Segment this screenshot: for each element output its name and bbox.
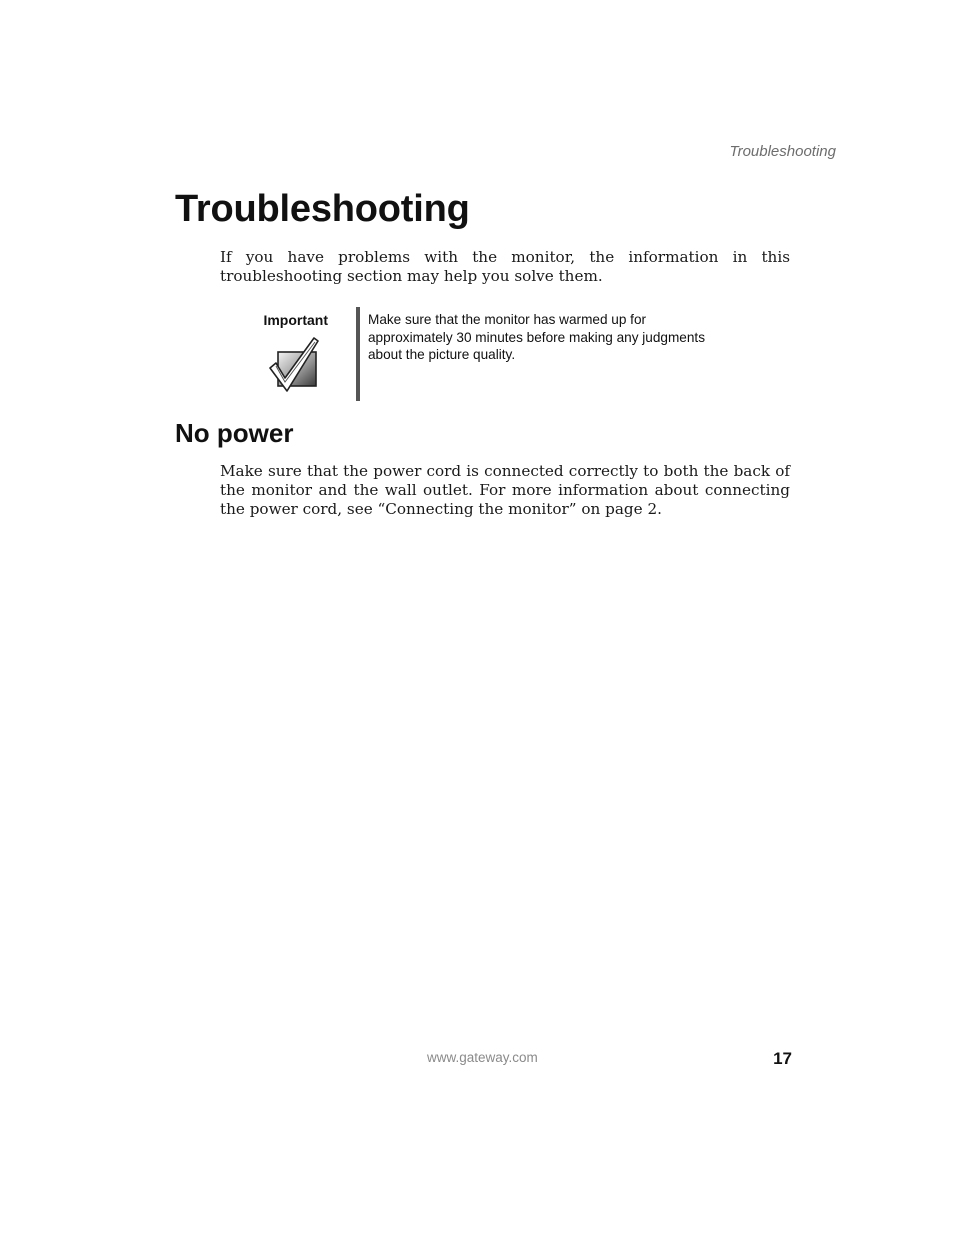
important-divider [356,307,360,401]
intro-paragraph: If you have problems with the monitor, the information in this troubleshooting section may help you solve them. [220,248,790,285]
page-number: 17 [773,1049,792,1068]
important-label: Important [263,312,328,328]
section-heading-no-power: No power [175,418,294,448]
page-title: Troubleshooting [175,188,470,230]
footer-url[interactable]: www.gateway.com [427,1050,538,1065]
checkmark-icon [268,336,322,394]
no-power-paragraph: Make sure that the power cord is connected correctly to both the back of the monitor and the wall outlet. For more information about connecting the power cord, see “Connecting the monitor” on page 2. [220,462,790,518]
running-header: Troubleshooting [729,143,836,160]
important-note: Make sure that the monitor has warmed up for approximately 30 minutes before making any judgments about the picture quality. [368,312,706,362]
